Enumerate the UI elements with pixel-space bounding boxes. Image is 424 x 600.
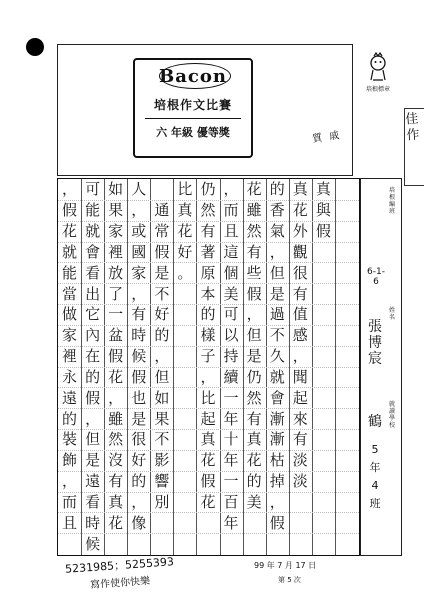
essay-character: 果 <box>108 201 124 220</box>
essay-character: 在 <box>85 347 101 366</box>
essay-character: 裡 <box>108 242 124 261</box>
essay-character: 淡 <box>292 451 308 470</box>
essay-character: 且 <box>223 222 239 241</box>
essay-character: 可 <box>85 180 101 199</box>
essay-character: 然 <box>108 430 124 449</box>
essay-character: 好 <box>154 305 170 324</box>
essay-character: 花 <box>246 451 262 470</box>
essay-character: 裡 <box>62 347 78 366</box>
essay-character: ， <box>154 347 170 366</box>
essay-character: 然 <box>246 222 262 241</box>
essay-character: 過 <box>269 305 285 324</box>
essay-character: 能 <box>62 263 78 282</box>
handwritten-stamp: 質 戚 <box>311 130 343 145</box>
essay-character: 有 <box>200 222 216 241</box>
essay-character: 的 <box>62 409 78 428</box>
essay-character: 永 <box>62 367 78 386</box>
essay-character: 但 <box>269 263 285 282</box>
essay-character: 會 <box>85 242 101 261</box>
student-info-panel <box>360 178 402 556</box>
essay-character: 常 <box>154 222 170 241</box>
essay-character: 假 <box>131 367 147 386</box>
essay-character: ， <box>62 180 78 199</box>
essay-character: 雖 <box>108 409 124 428</box>
essay-character: ， <box>131 492 147 511</box>
essay-character: 好 <box>177 242 193 261</box>
essay-character: 就 <box>269 367 285 386</box>
essay-character: 而 <box>223 201 239 220</box>
essay-character: 。 <box>177 263 193 282</box>
essay-character: 盆 <box>108 326 124 345</box>
essay-character: 的 <box>85 367 101 386</box>
essay-character: 很 <box>292 263 308 282</box>
essay-character: 年 <box>223 409 239 428</box>
name-label: 姓名 <box>388 307 395 321</box>
essay-character: 這 <box>223 242 239 261</box>
essay-character: 做 <box>62 305 78 324</box>
essay-character: 是 <box>154 263 170 282</box>
essay-character: 真 <box>177 201 193 220</box>
essay-character: 看 <box>85 492 101 511</box>
essay-character: 聞 <box>292 367 308 386</box>
writing-grid <box>57 178 360 556</box>
essay-character: 淡 <box>292 472 308 491</box>
essay-character: 然 <box>200 201 216 220</box>
essay-character: 家 <box>62 326 78 345</box>
essay-character: 好 <box>131 451 147 470</box>
brand-logo: Bacon <box>159 66 227 87</box>
essay-character: 感 <box>292 326 308 345</box>
essay-character: 且 <box>62 513 78 532</box>
essay-character: 花 <box>177 222 193 241</box>
logo-caption: 培根標章 <box>365 86 390 93</box>
essay-character: 仍 <box>246 367 262 386</box>
essay-character: ， <box>269 492 285 511</box>
essay-character: 如 <box>108 180 124 199</box>
essay-character: ， <box>223 180 239 199</box>
essay-character: 假 <box>108 347 124 366</box>
essay-character: 家 <box>108 222 124 241</box>
essay-character: 年 <box>223 451 239 470</box>
essay-character: 外 <box>292 222 308 241</box>
essay-character: 它 <box>85 305 101 324</box>
essay-character: 原 <box>200 263 216 282</box>
essay-character: 會 <box>269 388 285 407</box>
essay-character: 美 <box>223 284 239 303</box>
essay-character: 但 <box>246 326 262 345</box>
award-label: 六 年級 優等獎 <box>156 126 230 139</box>
essay-character: 的 <box>154 326 170 345</box>
essay-character: 漸 <box>269 430 285 449</box>
essay-character: 遠 <box>62 388 78 407</box>
essay-character: ， <box>131 201 147 220</box>
essay-character: 響 <box>154 472 170 491</box>
divider <box>145 118 241 119</box>
essay-character: 持 <box>223 347 239 366</box>
essay-character: 掉 <box>269 472 285 491</box>
essay-character: 起 <box>292 388 308 407</box>
essay-character: 續 <box>223 367 239 386</box>
essay-character: 有 <box>292 430 308 449</box>
essay-character: 果 <box>154 409 170 428</box>
essay-character: 內 <box>85 326 101 345</box>
school-label: 就讀學校 <box>388 401 395 429</box>
essay-character: 一 <box>108 305 124 324</box>
essay-character: 些 <box>246 263 262 282</box>
essay-character: 仍 <box>200 180 216 199</box>
essay-character: 裝 <box>62 430 78 449</box>
essay-character: 假 <box>200 472 216 491</box>
essay-character: 花 <box>62 222 78 241</box>
essay-character: 別 <box>154 492 170 511</box>
page-count: 第 5 次 <box>278 576 301 584</box>
essay-character: 比 <box>177 180 193 199</box>
essay-character: 假 <box>62 201 78 220</box>
essay-character: 真 <box>200 430 216 449</box>
essay-character: 起 <box>200 409 216 428</box>
essay-character: ， <box>292 347 308 366</box>
essay-character: 的 <box>246 472 262 491</box>
essay-character: 當 <box>62 284 78 303</box>
essay-character: 一 <box>223 388 239 407</box>
essay-character: 枯 <box>269 451 285 470</box>
essay-character: 百 <box>223 492 239 511</box>
essay-character: 香 <box>269 201 285 220</box>
class-label: 培根編班 <box>388 187 395 215</box>
essay-character: 以 <box>223 326 239 345</box>
mascot-icon <box>366 52 390 82</box>
essay-character: 了 <box>108 284 124 303</box>
essay-character: 花 <box>108 367 124 386</box>
essay-character: 花 <box>292 201 308 220</box>
essay-character: 花 <box>246 180 262 199</box>
essay-character: 美 <box>246 492 262 511</box>
essay-character: ， <box>85 409 101 428</box>
essay-date: 99 年 7 月 17 日 <box>254 561 317 570</box>
essay-character: 有 <box>108 472 124 491</box>
essay-character: 真 <box>246 430 262 449</box>
essay-character: 真 <box>108 492 124 511</box>
essay-character: 沒 <box>108 451 124 470</box>
essay-character: 時 <box>85 513 101 532</box>
essay-character: 也 <box>131 388 147 407</box>
essay-character: 假 <box>154 242 170 261</box>
essay-character: 花 <box>108 513 124 532</box>
essay-character: 不 <box>154 284 170 303</box>
school-value: 鶴 <box>368 414 382 430</box>
essay-character: 或 <box>131 222 147 241</box>
essay-character: 真 <box>292 180 308 199</box>
contest-badge <box>133 58 253 158</box>
essay-character: 個 <box>223 263 239 282</box>
essay-character: 有 <box>292 284 308 303</box>
essay-character: 影 <box>154 451 170 470</box>
essay-character: 雖 <box>246 201 262 220</box>
essay-character: ， <box>131 284 147 303</box>
essay-character: 有 <box>246 242 262 261</box>
essay-character: 是 <box>131 409 147 428</box>
essay-character: 有 <box>131 305 147 324</box>
essay-character: 假 <box>315 222 331 241</box>
essay-character: 候 <box>131 347 147 366</box>
name-value: 張博宸 <box>368 319 382 367</box>
essay-character: 與 <box>315 201 331 220</box>
essay-character: 是 <box>269 284 285 303</box>
grade-value: 5 年 4 班 <box>369 443 381 510</box>
essay-character: 通 <box>154 201 170 220</box>
essay-character: 遠 <box>85 472 101 491</box>
essay-character: 假 <box>269 513 285 532</box>
essay-character: 花 <box>200 492 216 511</box>
essay-character: ， <box>108 388 124 407</box>
essay-character: 假 <box>246 284 262 303</box>
essay-character: 的 <box>269 180 285 199</box>
essay-character: 的 <box>131 472 147 491</box>
essay-character: 飾 <box>62 451 78 470</box>
essay-character: 看 <box>85 263 101 282</box>
essay-character: 值 <box>292 305 308 324</box>
essay-character: 很 <box>131 430 147 449</box>
essay-character: 而 <box>62 492 78 511</box>
essay-character: 年 <box>223 513 239 532</box>
essay-character: 比 <box>200 388 216 407</box>
essay-character: 漸 <box>269 409 285 428</box>
essay-character: 久 <box>269 347 285 366</box>
essay-character: 樣 <box>200 326 216 345</box>
essay-character: 的 <box>200 305 216 324</box>
essay-character: 本 <box>200 284 216 303</box>
essay-character: 像 <box>131 513 147 532</box>
class-value: 6-1-6 <box>367 267 385 287</box>
essay-character: 一 <box>223 472 239 491</box>
essay-character: 著 <box>200 242 216 261</box>
footer-phone: 5231985；5255393 <box>64 555 175 576</box>
essay-character: ， <box>200 367 216 386</box>
essay-character: 是 <box>85 451 101 470</box>
essay-character: 人 <box>131 180 147 199</box>
essay-character: 家 <box>131 263 147 282</box>
essay-character: 真 <box>315 180 331 199</box>
essay-character: 十 <box>223 430 239 449</box>
essay-character: 不 <box>269 326 285 345</box>
essay-character: ， <box>62 472 78 491</box>
essay-character: 花 <box>200 451 216 470</box>
essay-character: 能 <box>85 201 101 220</box>
margin-note: 佳作 <box>404 111 421 144</box>
essay-character: ， <box>246 305 262 324</box>
punch-hole <box>26 38 44 56</box>
essay-character: 有 <box>246 409 262 428</box>
essay-character: 出 <box>85 284 101 303</box>
essay-character: 假 <box>85 388 101 407</box>
essay-character: 不 <box>154 430 170 449</box>
essay-character: 時 <box>131 326 147 345</box>
essay-character: 就 <box>62 242 78 261</box>
essay-character: ， <box>269 242 285 261</box>
essay-character: 如 <box>154 388 170 407</box>
contest-title: 培根作文比賽 <box>153 98 232 112</box>
essay-character: 然 <box>246 388 262 407</box>
essay-character: 觀 <box>292 242 308 261</box>
essay-character: 國 <box>131 242 147 261</box>
essay-character: 氣 <box>269 222 285 241</box>
essay-character: 是 <box>246 347 262 366</box>
essay-character: 可 <box>223 305 239 324</box>
essay-character: 但 <box>154 367 170 386</box>
essay-character: 但 <box>85 430 101 449</box>
essay-character: 放 <box>108 263 124 282</box>
essay-character: 來 <box>292 409 308 428</box>
essay-character: 子 <box>200 347 216 366</box>
footer-slogan: 寫作使你快樂 <box>89 575 151 592</box>
essay-character: 候 <box>85 534 101 553</box>
essay-character: 就 <box>85 222 101 241</box>
